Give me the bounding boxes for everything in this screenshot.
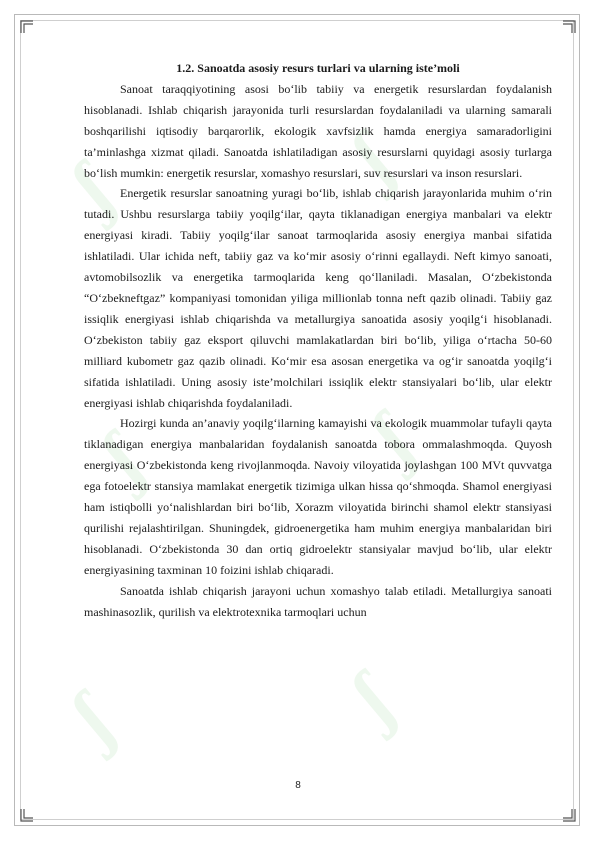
- paragraph: Energetik resurslar sanoatning yuragi bo‘lib, ishlab chiqarish jarayonlarida muhim o‘rin tutadi. Ushbu resurslarga tabiiy yoqilg‘ilar, qayta tiklanadigan energiya manbalari va elektr energiyasi kiradi. Tabiiy yoqilg‘ilar sanoat tarmoqlarida asosiy energiya manbai sifatida ishlatiladi. Ular ichida neft, tabiiy gaz va ko‘mir asosiy o‘rinni egallaydi. Neft kimyo sanoati, avtomobilsozlik va energetika tarmoqlarida keng qo‘llaniladi. Masalan, O‘zbekistonda “O‘zbekneftgaz” kompaniyasi tomonidan yiliga millionlab tonna neft qazib olinadi. Tabiiy gaz issiqlik energiyasi ishlab chiqarishda va metallurgiya sanoatida asosiy yoqilg‘i hisoblanadi. O‘zbekiston tabiiy gaz eksport qiluvchi mamlakatlardan biri bo‘lib, yiliga o‘rtacha 50-60 milliard kubometr gaz qazib olinadi. Ko‘mir esa asosan energetika va og‘ir sanoatda yoqilg‘i sifatida ishlatiladi. Uning asosiy iste’molchilari issiqlik elektr stansiyalari bo‘lib, ular elektr energiyasi ishlab chiqarishda foydalaniladi.: [84, 186, 552, 410]
- paragraph: Hozirgi kunda an’anaviy yoqilg‘ilarning kamayishi va ekologik muammolar tufayli qayta tiklanadigan energiya manbalaridan foydalanish sanoatda tobora ommalashmoqda. Quyosh energiyasi O‘zbekistonda keng rivojlanmoqda. Navoiy viloyatida joylashgan 100 MVt quvvatga ega fotoelektr stansiya mamlakat energetik tizimiga ulkan hissa qo‘shmoqda. Shamol energiyasi ham istiqbolli yo‘nalishlardan biri bo‘lib, Xorazm viloyatida birinchi shamol elektr stansiyasi qurilishi rejalashtirilgan. Shuningdek, gidroenergetika ham muhim energiya manbalaridan biri hisoblanadi. O‘zbekistonda 30 dan ortiq gidroelektr stansiyalar mavjud bo‘lib, ular elektr energiyasining taxminan 10 foizini ishlab chiqaradi.: [84, 416, 552, 577]
- watermark-logo: ʃ: [354, 397, 429, 480]
- paragraph: Sanoatda ishlab chiqarish jarayoni uchun xomashyo talab etiladi. Metallurgiya sanoati mashinasozlik, qurilish va elektrotexnika tarmoqlari uchun: [84, 583, 552, 619]
- corner-ornament-icon: [20, 20, 34, 34]
- corner-ornament-icon: [20, 808, 34, 822]
- watermark-logo: ʃ: [334, 117, 409, 200]
- watermark-logo: ʃ: [54, 147, 129, 230]
- section-heading: 1.2. Sanoatda asosiy resurs turlari va ularning iste’moli: [176, 61, 460, 75]
- watermark-logo: ʃ: [84, 417, 159, 500]
- watermark-logo: ʃ: [54, 677, 129, 760]
- corner-ornament-icon: [562, 808, 576, 822]
- page-number: 8: [295, 780, 301, 791]
- document-body: [84, 58, 552, 622]
- paragraph: Sanoat taraqqiyotining asosi bo‘lib tabiiy va energetik resurslardan foydalanish hisoblanadi. Ishlab chiqarish jarayonida turli resurslardan foydalaniladi va ularning samarali boshqarilishi iqtisodiy barqarorlik, ekologik xavfsizlik hamda energiya samaradorligini ta’minlashga xizmat qiladi. Sanoatda ishlatiladigan asosiy resurslarni quyidagi asosiy turlarga bo‘lish mumkin: energetik resurslar, xomashyo resurslari, suv resurslari va inson resurslari.: [84, 81, 552, 180]
- watermark-logo: ʃ: [334, 657, 409, 740]
- corner-ornament-icon: [562, 20, 576, 34]
